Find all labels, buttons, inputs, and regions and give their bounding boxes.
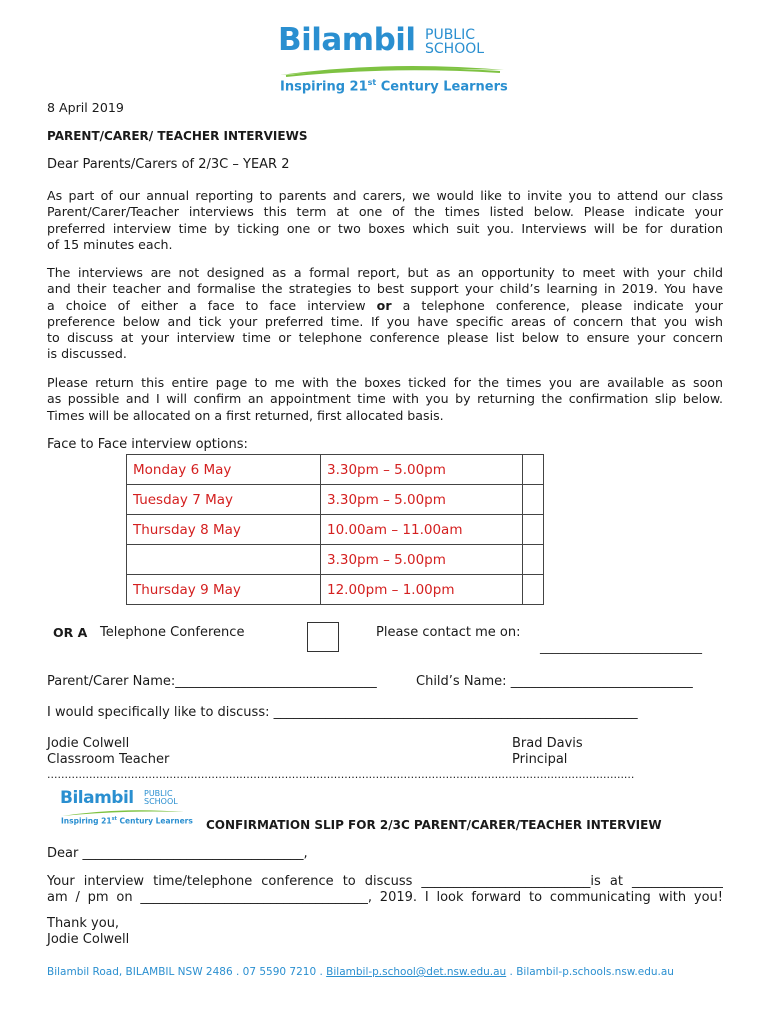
contact-number-field[interactable]: ___________________________ [540, 640, 702, 654]
swoosh-graphic [278, 64, 508, 78]
slip-logo [60, 788, 193, 830]
logo-tagline [280, 78, 508, 94]
option-day: Tuesday 7 May [127, 485, 321, 515]
slip-heading: CONFIRMATION SLIP FOR 2/3C PARENT/CARER/TEACHER INTERVIEW [206, 818, 662, 832]
option-day: Thursday 9 May [127, 575, 321, 605]
p2-line: is discussed. [47, 346, 127, 362]
p3-line: as possible and I will confirm an appointment time with you by returning the confirmation slip below. [47, 391, 723, 407]
p3-line: Please return this entire page to me with the boxes ticked for the times you are available as soon [47, 375, 723, 390]
table-row [127, 455, 544, 485]
paragraph-3 [47, 375, 723, 424]
option-time: 12.00pm – 1.00pm [321, 575, 523, 605]
footer-website[interactable]: . Bilambil-p.schools.nsw.edu.au [506, 966, 674, 978]
footer-address: Bilambil Road, BILAMBIL NSW 2486 . 07 5590 7210 . [47, 966, 327, 978]
p2-line: The interviews are not designed as a formal report, but as an opportunity to meet with your child [47, 265, 723, 280]
p2-segment: a choice of either a face to face interview [47, 297, 366, 313]
option-time: 3.30pm – 5.00pm [321, 455, 523, 485]
slip-body [47, 874, 723, 907]
option-checkbox[interactable] [523, 515, 544, 545]
paragraph-1 [47, 188, 723, 253]
slip-tagline-sup: st [111, 816, 117, 822]
tagline-post: Century Learners [376, 79, 508, 95]
option-day: Monday 6 May [127, 455, 321, 485]
p1-line: of 15 minutes each. [47, 236, 173, 252]
slip-logo-public-school [144, 790, 178, 806]
interview-options-table [126, 454, 544, 605]
p2-line: to discuss at your interview time or telephone conference please list below to ensure your concern [47, 330, 723, 346]
tagline-pre: Inspiring 21 [280, 79, 368, 95]
principal-title: Principal [512, 752, 568, 767]
slip-line[interactable]: Your interview time/telephone conference to discuss __________________________is at ______________ [47, 874, 723, 889]
table-row [127, 515, 544, 545]
p2-line: preference below and tick your preferred time. If you have specific areas of concern that you wish [47, 313, 723, 329]
slip-signoff: Jodie Colwell [47, 932, 130, 947]
option-checkbox[interactable] [523, 485, 544, 515]
p3-line: Times will be allocated on a first returned, first allocated basis. [47, 407, 444, 423]
logo-school: SCHOOL [425, 41, 485, 57]
letter-salutation: Dear Parents/Carers of 2/3C – YEAR 2 [47, 157, 290, 172]
telephone-checkbox[interactable] [307, 622, 339, 652]
option-time: 3.30pm – 5.00pm [321, 545, 523, 575]
p1-line: Parent/Carer/Teacher interviews this term at one of the times listed below. Please indicate your [47, 204, 723, 220]
school-logo [278, 22, 508, 96]
telephone-label: Telephone Conference [100, 625, 245, 640]
option-checkbox[interactable] [523, 455, 544, 485]
footer [47, 966, 674, 978]
teacher-title: Classroom Teacher [47, 752, 170, 767]
slip-line[interactable]: am / pm on ___________________________________, 2019. I look forward to communicating with you! [47, 890, 723, 906]
logo-public-school [425, 28, 484, 56]
slip-logo-school-name: Bilambil [60, 788, 134, 808]
table-row [127, 575, 544, 605]
table-row [127, 545, 544, 575]
letter-heading: PARENT/CARER/ TEACHER INTERVIEWS [47, 129, 308, 143]
contact-label: Please contact me on: [376, 625, 521, 640]
option-time: 3.30pm – 5.00pm [321, 485, 523, 515]
slip-logo-tagline [61, 816, 193, 826]
paragraph-2 [47, 265, 723, 363]
p2-line: and their teacher and formalise the strategies to best support your child’s learning in 2019. You have [47, 281, 723, 297]
or-a-label: OR A [53, 625, 88, 640]
letter-date: 8 April 2019 [47, 100, 124, 115]
table-row [127, 485, 544, 515]
logo-school-name: Bilambil [278, 22, 416, 58]
logo-public: PUBLIC [425, 27, 475, 43]
option-day [127, 545, 321, 575]
slip-thanks: Thank you, [47, 916, 120, 931]
principal-name: Brad Davis [512, 736, 583, 751]
tagline-sup: st [367, 78, 377, 87]
slip-tagline-post: Century Learners [116, 816, 193, 826]
option-checkbox[interactable] [523, 545, 544, 575]
p1-line: As part of our annual reporting to parents and carers, we would like to invite you to attend our class [47, 188, 723, 203]
option-day: Thursday 8 May [127, 515, 321, 545]
child-name-field[interactable]: Child’s Name: ____________________________ [416, 674, 693, 689]
slip-tagline-pre: Inspiring 21 [61, 816, 112, 826]
footer-email-link[interactable]: Bilambil-p.school@det.nsw.edu.au [326, 966, 507, 978]
teacher-name: Jodie Colwell [47, 736, 130, 751]
p2-emphasis-or: or [376, 297, 392, 313]
option-checkbox[interactable] [523, 575, 544, 605]
p2-line [47, 298, 723, 314]
slip-logo-school: SCHOOL [144, 797, 178, 806]
discuss-field[interactable]: I would specifically like to discuss: ________________________________________________________ [47, 705, 638, 720]
p2-segment: a telephone conference, please indicate your [402, 297, 723, 313]
option-time: 10.00am – 11.00am [321, 515, 523, 545]
parent-name-field[interactable]: Parent/Carer Name:_______________________________ [47, 674, 377, 689]
slip-logo-public: PUBLIC [144, 789, 173, 798]
cut-line-divider: ........................................................................................................................................................................ [47, 768, 635, 781]
slip-dear-field[interactable]: Dear __________________________________, [47, 846, 308, 861]
options-label: Face to Face interview options: [47, 437, 248, 452]
p1-line: preferred interview time by ticking one or two boxes which suit you. Interviews will be for duration [47, 220, 723, 236]
